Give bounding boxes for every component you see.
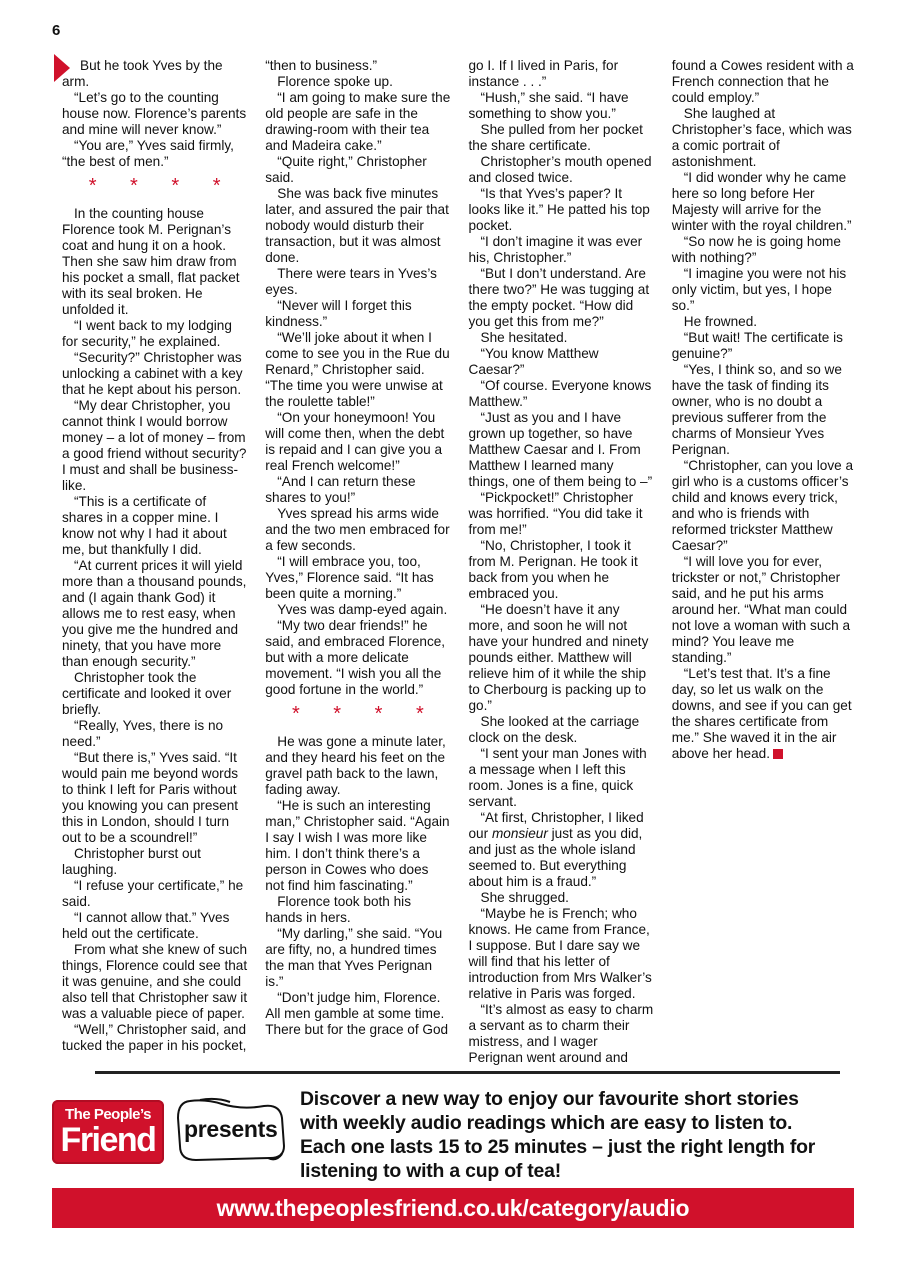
story-paragraph: “My two dear friends!” he said, and embraced Florence, but with a more delicate movement. “I wish you all the good fortune in the world.”: [265, 618, 446, 697]
story-paragraph: She looked at the carriage clock on the desk.: [468, 714, 640, 745]
story-paragraph: But he took Yves by the arm.: [62, 58, 223, 89]
story-paragraph: “Let’s test that. It’s a fine day, so let us walk on the downs, and see if you can get the shares certificate from me.” She waved it in the air above her head.: [671, 666, 852, 761]
story-paragraph: Christopher took the certificate and looked it over briefly.: [62, 670, 232, 717]
story-paragraph: Christopher’s mouth opened and closed twice.: [468, 154, 652, 185]
story-paragraph: “Of course. Everyone knows Matthew.”: [468, 378, 652, 409]
story-paragraph: “He doesn’t have it any more, and soon he will not have your hundred and ninety pounds either. Matthew will relieve him of it while the ship to Cherbourg is packing up to go.”: [468, 602, 649, 713]
section-separator: * * * *: [88, 175, 235, 197]
story-paragraph: “Don’t judge him, Florence. All men gamble at some time. There but for the grace of God go I. If I lived in Paris, for instance . . .”: [265, 58, 619, 1037]
story-paragraph: Yves spread his arms wide and the two men embraced for a few seconds.: [265, 506, 450, 553]
story-paragraph: “Christopher, can you love a girl who is a customs officer’s child and knows every trick, and who is friends with reformed trickster Matthew Caesar?”: [671, 458, 854, 553]
story-paragraph: “I am going to make sure the old people are safe in the drawing-room with their tea and Madeira cake.”: [265, 90, 451, 153]
story-paragraph: “Really, Yves, there is no need.”: [62, 718, 224, 749]
audio-url-link[interactable]: www.thepeoplesfriend.co.uk/category/audio: [216, 1195, 690, 1221]
story-paragraph: “Security?” Christopher was unlocking a cabinet with a key that he kept about his person.: [62, 350, 243, 397]
story-paragraph: “Never will I forget this kindness.”: [265, 298, 412, 329]
story-paragraph: She shrugged.: [480, 890, 569, 905]
story-paragraph: “My dear Christopher, you cannot think I would borrow money – a lot of money – from a good friend without security? I must and shall be business-like.: [62, 398, 247, 493]
presents-badge: [172, 1096, 292, 1166]
story-paragraph: “No, Christopher, I took it from M. Perignan. He took it back from you when he embraced you.: [468, 538, 638, 601]
story-paragraph: Christopher burst out laughing.: [62, 846, 201, 877]
story-paragraph: “I don’t imagine it was ever his, Christopher.”: [468, 234, 643, 265]
story-paragraph: Yves was damp-eyed again.: [277, 602, 448, 617]
story-paragraph: Florence spoke up.: [277, 74, 393, 89]
logo-line-2: Friend: [60, 1121, 156, 1159]
story-paragraph: “I will love you for ever, trickster or not,” Christopher said, and he put his arms around her. “What man could not love a woman with such a mind? You leave me standing.”: [671, 554, 851, 665]
story-paragraph: “Maybe he is French; who knows. He came from France, I suppose. But I dare say we will find that his letter of introduction from Mrs Walker’s relative in Paris was forged.: [468, 906, 652, 1001]
story-paragraph: “My darling,” she said. “You are fifty, no, a hundred times the man that Yves Perignan is.”: [265, 926, 443, 989]
story-paragraph: “Pickpocket!” Christopher was horrified. “You did take it from me!”: [468, 490, 643, 537]
story-paragraph: “Well,” Christopher said, and tucked the paper in his pocket, “then to business.”: [62, 58, 378, 1053]
story-paragraph: “This is a certificate of shares in a copper mine. I know not why I had it about me, but thankfully I did.: [62, 494, 227, 557]
story-paragraph: “So now he is going home with nothing?”: [671, 234, 841, 265]
story-paragraph: There were tears in Yves’s eyes.: [265, 266, 437, 297]
story-paragraph: “On your honeymoon! You will come then, when the debt is repaid and I can give you a real French welcome!”: [265, 410, 445, 473]
story-paragraph: “It’s almost as easy to charm a servant as to charm their mistress, and I wager Perignan went around and found a Cowes resident with a French connection that he could employ.”: [468, 58, 854, 1065]
story-paragraph: “Quite right,” Christopher said.: [265, 154, 427, 185]
story-paragraph: “I imagine you were not his only victim, but yes, I hope so.”: [671, 266, 847, 313]
story-paragraph: “I will embrace you, too, Yves,” Florence said. “It has been quite a morning.”: [265, 554, 434, 601]
story-paragraph: “I did wonder why he came here so long before Her Majesty will arrive for the winter with the royal children.”: [671, 170, 852, 233]
story-paragraph: She was back five minutes later, and assured the pair that nobody would disturb their transaction, but it was almost done.: [265, 186, 449, 265]
audio-url-banner[interactable]: [52, 1188, 854, 1228]
divider-rule: [95, 1071, 840, 1074]
story-paragraph: She hesitated.: [480, 330, 568, 345]
story-paragraph: “You are,” Yves said firmly, “the best of men.”: [62, 138, 234, 169]
section-separator: * * * *: [291, 703, 438, 725]
presents-label: presents: [184, 1116, 278, 1142]
page-number: 6: [52, 22, 61, 39]
story-paragraph: “Yes, I think so, and so we have the task of finding its owner, who is no doubt a previous sufferer from the charms of Monsieur Yves Perignan.: [671, 362, 842, 457]
promo-text: Discover a new way to enjoy our favourite short stories with weekly audio readings which are easy to listen to. Each one lasts 15 to 25 minutes – just the right length for listening to with a cup of tea!: [300, 1088, 816, 1182]
story-paragraph: “At first, Christopher, I liked our monsieur just as you did, and just as the whole island seemed to. But everything about him is a fraud.”: [468, 810, 644, 889]
story-paragraph: “But wait! The certificate is genuine?”: [671, 330, 843, 361]
story-paragraph: “Hush,” she said. “I have something to show you.”: [468, 90, 629, 121]
story-paragraph: “Let’s go to the counting house now. Florence’s parents and mine will never know.”: [62, 90, 247, 137]
end-marker-icon: [773, 749, 783, 759]
story-paragraph: “He is such an interesting man,” Christopher said. “Again I say I wish I was more like him. I don’t think there’s a person in Cowes who does not find him fascinating.”: [265, 798, 450, 893]
story-paragraph: In the counting house Florence took M. Perignan’s coat and hung it on a hook. Then she saw him draw from his pocket a small, flat packet with its seal broken. He unfolded it.: [62, 206, 240, 317]
story-paragraph: He frowned.: [683, 314, 758, 329]
story-paragraph: She pulled from her pocket the share certificate.: [468, 122, 643, 153]
story-paragraph: “I went back to my lodging for security,” he explained.: [62, 318, 232, 349]
story-paragraph: He was gone a minute later, and they heard his feet on the gravel path back to the lawn, fading away.: [265, 734, 446, 797]
story-paragraph: “I sent your man Jones with a message when I left this room. Jones is a fine, quick servant.: [468, 746, 647, 809]
story-paragraph: “At current prices it will yield more than a thousand pounds, and (I again thank God) it allows me to rest easy, when you give me the hundred and ninety, that you have more than enough security.”: [62, 558, 247, 669]
story-paragraph: “You know Matthew Caesar?”: [468, 346, 599, 377]
story-paragraph: “And I can return these shares to you!”: [265, 474, 416, 505]
story-paragraph: “But I don’t understand. Are there two?” He was tugging at the empty pocket. “How did you get this from me?”: [468, 266, 650, 329]
story-paragraph: Florence took both his hands in hers.: [265, 894, 411, 925]
story-paragraph: From what she knew of such things, Florence could see that it was genuine, and she could also tell that Christopher saw it was a valuable piece of paper.: [62, 942, 248, 1021]
story-paragraph: “I refuse your certificate,” he said.: [62, 878, 244, 909]
story-paragraph: “Is that Yves’s paper? It looks like it.” He patted his top pocket.: [468, 186, 650, 233]
story-paragraph: “I cannot allow that.” Yves held out the certificate.: [62, 910, 230, 941]
story-paragraph: “We’ll joke about it when I come to see you in the Rue du Renard,” Christopher said. “The time you were unwise at the roulette table!”: [265, 330, 450, 409]
story-paragraph: “But there is,” Yves said. “It would pain me beyond words to think I left for Paris without you knowing you can present this in London, should I turn out to be a scoundrel!”: [62, 750, 239, 845]
story-body: [62, 58, 857, 1068]
logo-line-1: The People’s: [65, 1106, 151, 1123]
peoples-friend-logo[interactable]: [52, 1100, 164, 1164]
story-paragraph: “Just as you and I have grown up together, so have Matthew Caesar and I. From Matthew I learned many things, one of them being to –”: [468, 410, 653, 489]
story-paragraph: She laughed at Christopher’s face, which was a comic portrait of astonishment.: [671, 106, 852, 169]
